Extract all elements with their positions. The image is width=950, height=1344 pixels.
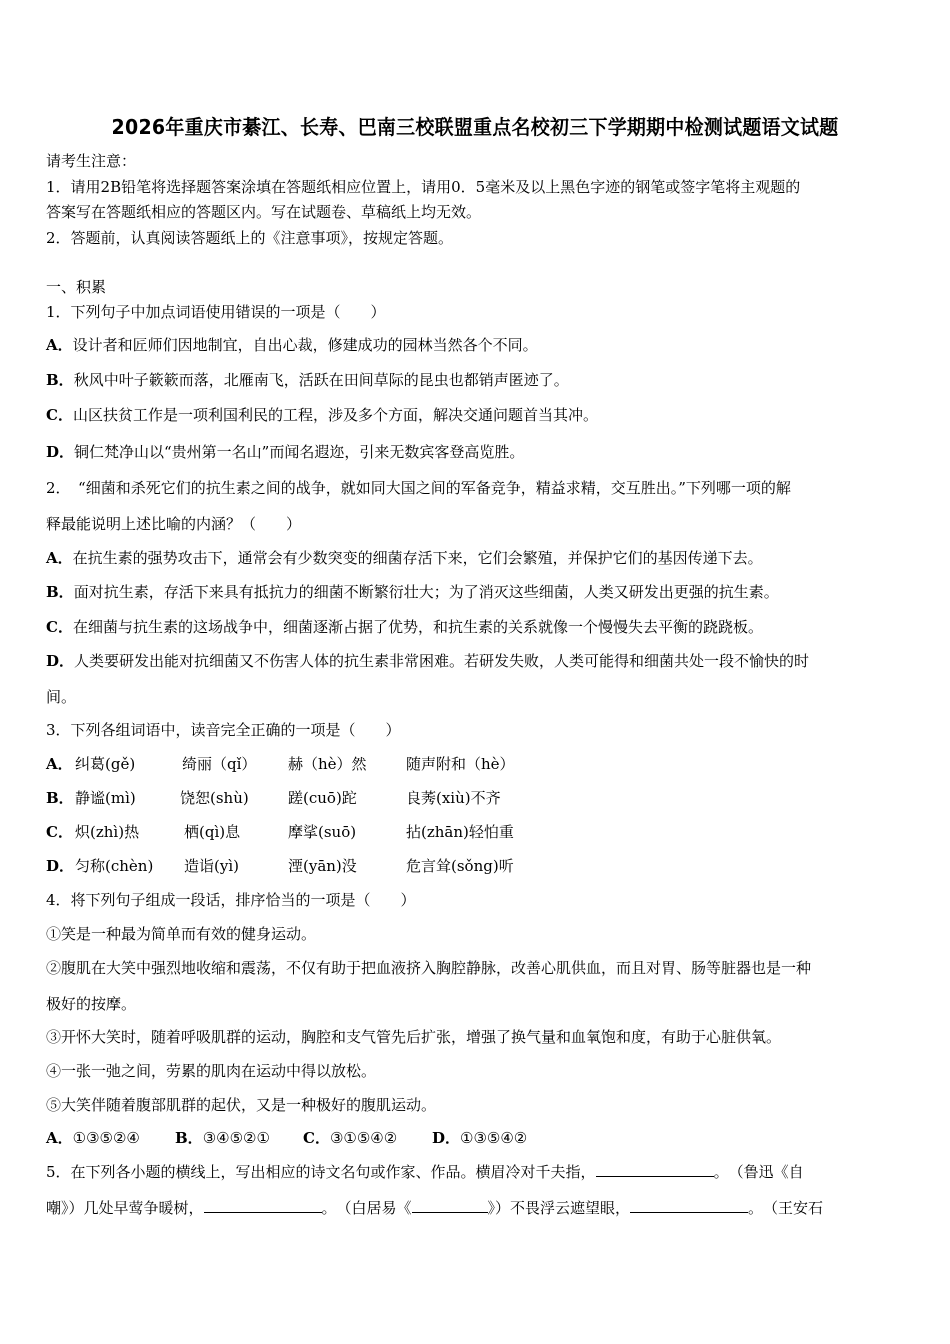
q5-text: 。 （鲁迅《自 [713, 1163, 804, 1181]
option-text: 人类要研发出能对抗细菌又不伤害人体的抗生素非常困难。若研发失败，人类可能得和细菌共处一段不愉快的时 [74, 652, 810, 670]
option-text: ①③⑤②④ [72, 1129, 140, 1147]
q3-word: 匀称(chèn) [75, 857, 154, 875]
answer-blank[interactable] [630, 1198, 748, 1213]
page-title: 2026年重庆市綦江、长寿、巴南三校联盟重点名校初三下学期期中检测试题语文试题 [111, 115, 839, 139]
q3-word: 拈(zhān)轻怕重 [406, 823, 514, 841]
q2-option-b [46, 582, 779, 602]
q4-choice-d [432, 1128, 527, 1148]
option-label: C． [303, 1129, 330, 1147]
option-text: 设计者和匠师们因地制宜，自出心裁，修建成功的园林当然各个不同。 [72, 336, 538, 354]
option-label: D． [46, 652, 75, 670]
option-text: ③①⑤④② [329, 1129, 398, 1147]
q5-text: 5．在下列各小题的横线上，写出相应的诗文名句或作家、作品。横眉冷对千夫指， [46, 1163, 596, 1181]
option-label: D． [46, 857, 75, 875]
q1-option-a [46, 335, 538, 355]
q3-word: 造诣(yì) [184, 857, 239, 875]
option-label: A． [46, 755, 73, 773]
q1-stem: 1．下列句子中加点词语使用错误的一项是（ ） [46, 303, 386, 321]
option-text: 面对抗生素，存活下来具有抵抗力的细菌不断繁衍壮大；为了消灭这些细菌，人类又研发出更强的抗生素。 [73, 583, 779, 601]
q3-word: 纠葛(gě) [75, 755, 136, 773]
option-text: 在细菌与抗生素的这场战争中，细菌逐渐占据了优势，和抗生素的关系就像一个慢慢失去平衡的跷跷板。 [72, 618, 763, 636]
q2-option-d-cont: 间。 [46, 688, 77, 706]
q4-sentence-3: ③开怀大笑时，随着呼吸肌群的运动，胸腔和支气管先后扩张，增强了换气量和血氧饱和度，有助于心脏供氧。 [46, 1028, 782, 1046]
q4-sentence-1: ①笑是一种最为简单而有效的健身运动。 [46, 925, 317, 943]
option-text: ③④⑤②① [202, 1129, 270, 1147]
q3-stem: 3．下列各组词语中，读音完全正确的一项是（ ） [46, 721, 401, 739]
q3-word: 危言耸(sǒng)听 [406, 857, 514, 875]
q2-option-a [46, 548, 763, 568]
option-text: 铜仁梵净山以“贵州第一名山”而闻名遐迩，引来无数宾客登高览胜。 [74, 443, 525, 461]
option-label: D． [432, 1129, 461, 1147]
option-label: A． [46, 549, 73, 567]
q4-sentence-2-cont: 极好的按摩。 [46, 995, 137, 1013]
q1-option-c [46, 405, 598, 425]
option-label: C． [46, 823, 73, 841]
q3-word: 绮丽（qǐ） [182, 755, 257, 773]
q4-choice-b [175, 1128, 270, 1148]
q3-word: 良莠(xiù)不齐 [406, 789, 501, 807]
q3-word: 栖(qì)息 [184, 823, 241, 841]
option-label: A． [46, 1129, 73, 1147]
option-label: B． [46, 789, 74, 807]
q3-word: 炽(zhì)热 [75, 823, 140, 841]
notice-line-1: 1．请用2B铅笔将选择题答案涂填在答题纸相应位置上，请用0．5毫米及以上黑色字迹的钢笔或签字笔将主观题的 [46, 178, 801, 196]
option-label: B． [175, 1129, 203, 1147]
q4-choice-a [46, 1128, 140, 1148]
q5-text: 。 （白居易《 [321, 1199, 412, 1217]
option-label: C． [46, 406, 73, 424]
q3-word: 摩挲(suō) [288, 823, 357, 841]
option-label: C． [46, 618, 73, 636]
answer-blank[interactable] [596, 1162, 714, 1177]
q3-word: 赫（hè）然 [288, 755, 367, 773]
q3-word: 蹉(cuō)跎 [288, 789, 357, 807]
answer-blank[interactable] [204, 1198, 322, 1213]
q3-word: 随声附和（hè） [406, 755, 515, 773]
q3-word: 饶恕(shù) [180, 789, 249, 807]
q4-sentence-4: ④一张一弛之间，劳累的肌肉在运动中得以放松。 [46, 1062, 377, 1080]
q2-stem: 2． “细菌和杀死它们的抗生素之间的战争，就如同大国之间的军备竞争，精益求精，交互胜出。”下列哪一项的解 [46, 479, 791, 497]
option-label: A． [46, 336, 73, 354]
notice-line-2: 2．答题前，认真阅读答题纸上的《注意事项》，按规定答题。 [46, 229, 454, 247]
option-label: B． [46, 371, 74, 389]
q4-sentence-2: ②腹肌在大笑中强烈地收缩和震荡，不仅有助于把血液挤入胸腔静脉，改善心肌供血，而且对胃、肠等脏器也是一种 [46, 959, 812, 977]
q1-option-b [46, 370, 569, 390]
option-label: D． [46, 443, 75, 461]
notice-line-1-cont: 答案写在答题纸相应的答题区内。写在试题卷、草稿纸上均无效。 [46, 203, 482, 221]
q3-word: 静谧(mì) [75, 789, 136, 807]
q2-option-c [46, 617, 763, 637]
answer-blank[interactable] [412, 1198, 488, 1213]
q5-line-2 [46, 1198, 823, 1218]
q2-stem-cont: 释最能说明上述比喻的内涵？（ ） [46, 515, 302, 533]
notice-heading: 请考生注意： [46, 152, 137, 170]
q1-option-d [46, 442, 524, 462]
option-label: B． [46, 583, 74, 601]
q5-text: 》）不畏浮云遮望眼， [487, 1199, 631, 1217]
q3-word: 湮(yān)没 [288, 857, 357, 875]
q5-text: 。 （王安石 [748, 1199, 824, 1217]
q4-stem: 4．将下列句子组成一段话，排序恰当的一项是（ ） [46, 891, 416, 909]
q4-sentence-5: ⑤大笑伴随着腹部肌群的起伏，又是一种极好的腹肌运动。 [46, 1096, 437, 1114]
option-text: ①③⑤④② [460, 1129, 528, 1147]
option-text: 山区扶贫工作是一项利国利民的工程，涉及多个方面，解决交通问题首当其冲。 [72, 406, 598, 424]
section-heading: 一、积累 [46, 278, 107, 296]
option-text: 在抗生素的强势攻击下，通常会有少数突变的细菌存活下来，它们会繁殖，并保护它们的基因传递下去。 [72, 549, 763, 567]
option-text: 秋风中叶子簌簌而落，北雁南飞，活跃在田间草际的昆虫也都销声匿迹了。 [73, 371, 569, 389]
q2-option-d [46, 651, 809, 671]
q5-line-1 [46, 1162, 804, 1182]
q4-choice-c [303, 1128, 397, 1148]
q5-text: 嘲》）几处早莺争暖树， [46, 1199, 204, 1217]
